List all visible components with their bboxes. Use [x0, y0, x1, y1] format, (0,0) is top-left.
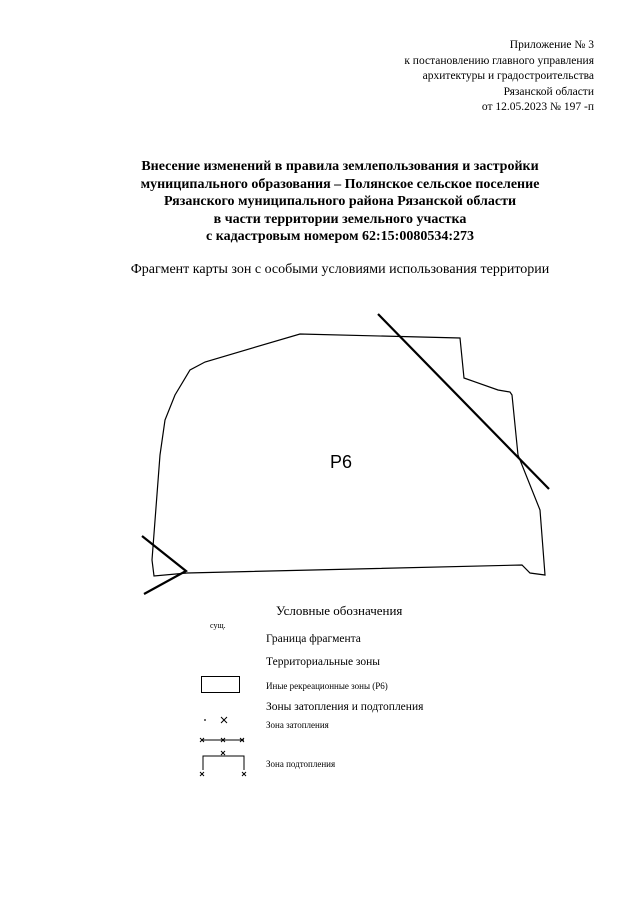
- title-line: Рязанского муниципального района Рязанской области: [163, 194, 517, 210]
- legend-heading: Условные обозначения: [276, 603, 403, 618]
- map-subtitle: Фрагмент карты зон с особыми условиями использования территории: [130, 262, 550, 277]
- appendix-line: Приложение № 3: [509, 39, 594, 51]
- legend-dot-icon: [204, 719, 206, 721]
- flooding-zone-symbol: [200, 738, 244, 742]
- legend-flood-zones: Зоны затопления и подтопления: [266, 701, 424, 713]
- underflooding-zone-symbol: [200, 751, 246, 776]
- flood-zone-line-corner: [142, 536, 186, 594]
- legend-recreational-swatch: [201, 676, 240, 693]
- title-line: Внесение изменений в правила землепользования и застройки: [141, 159, 539, 174]
- legend-cross-icon: [221, 717, 227, 723]
- title-line: с кадастровым номером 62:15:0080534:273: [206, 229, 474, 245]
- zone-label-r6: Р6: [330, 452, 353, 472]
- legend-flooding-zone: Зона затопления: [266, 720, 329, 730]
- legend-territorial-zones: Территориальные зоны: [266, 656, 381, 668]
- appendix-line: от 12.05.2023 № 197 -п: [481, 101, 594, 113]
- legend-underflooding-zone: Зона подтопления: [266, 759, 336, 769]
- legend-fragment-border: Граница фрагмента: [266, 633, 361, 645]
- title-line: муниципального образования – Полянское сельское поселение: [140, 176, 540, 192]
- legend-flood-symbols: [196, 712, 252, 780]
- appendix-line: Рязанской области: [503, 85, 594, 98]
- flood-zone-line: [378, 314, 549, 489]
- legend-note: сущ.: [210, 621, 226, 630]
- title-line: в части территории земельного участка: [213, 211, 467, 227]
- appendix-line: к постановлению главного управления: [404, 54, 594, 67]
- legend-recreational-zones: Иные рекреационные зоны (Р6): [266, 681, 388, 691]
- appendix-line: архитектуры и градостроительства: [422, 70, 594, 82]
